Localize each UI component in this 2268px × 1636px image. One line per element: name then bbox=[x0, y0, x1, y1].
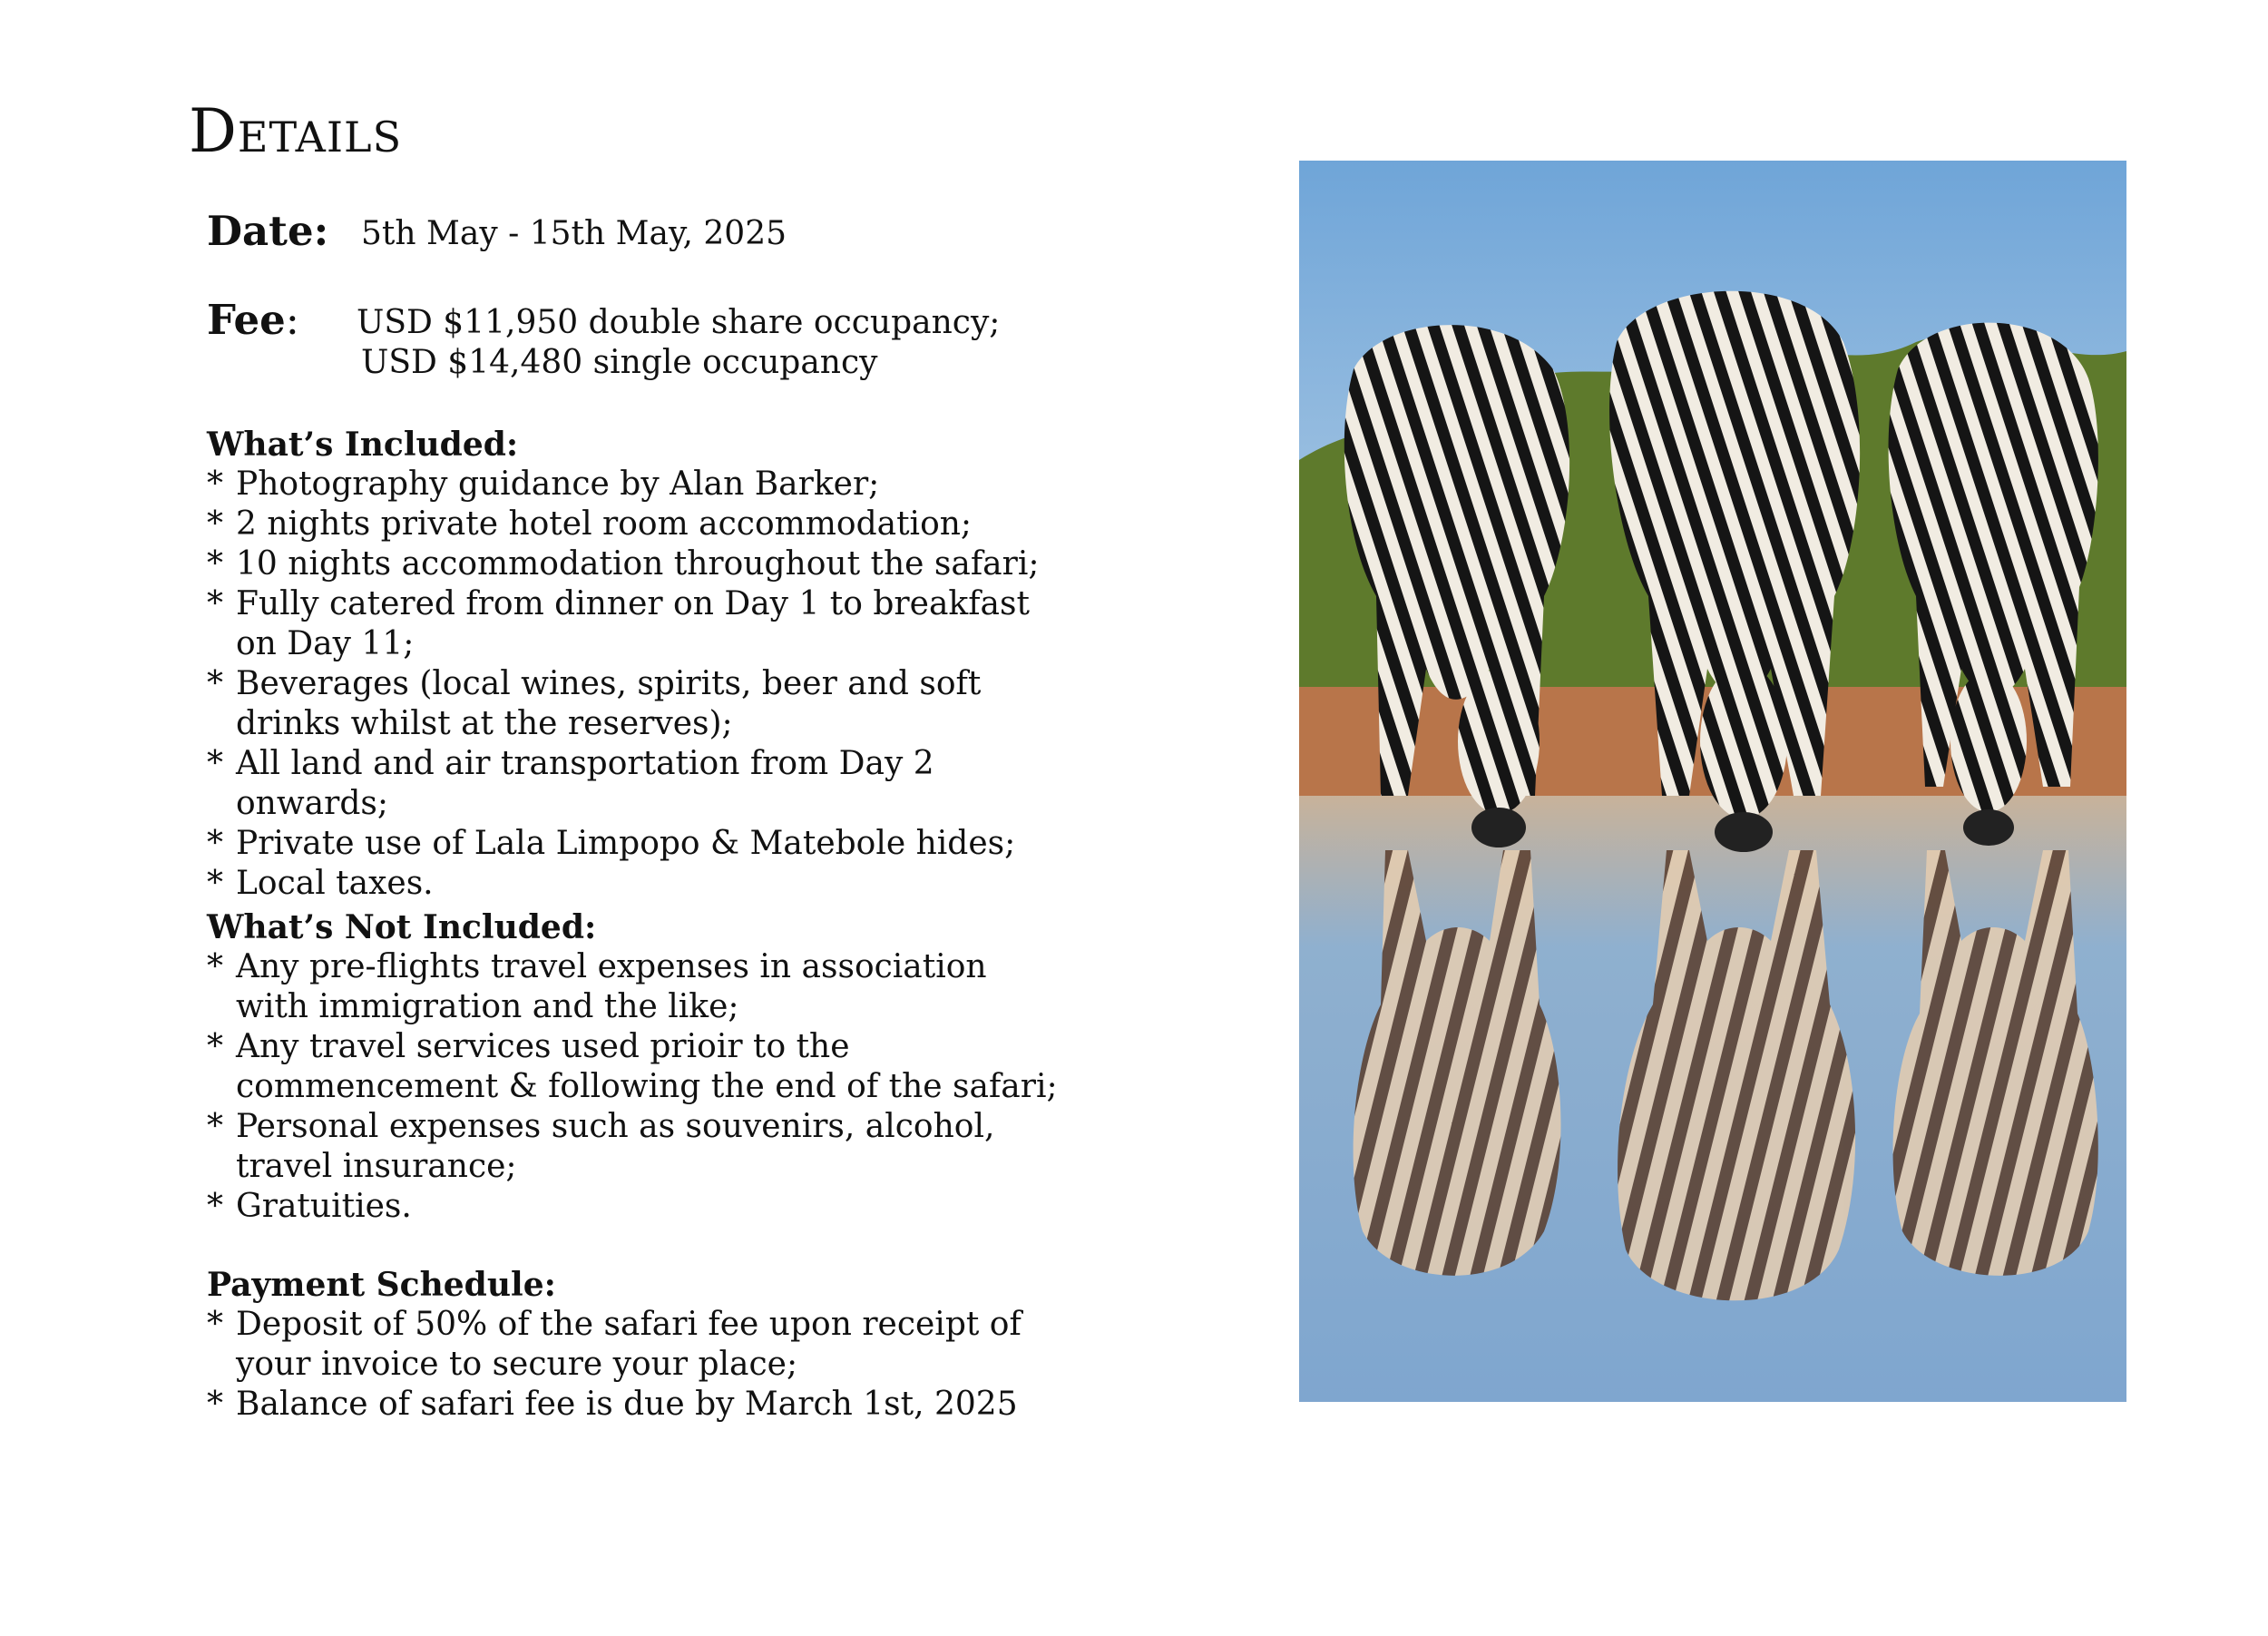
list-item-text: Local taxes. bbox=[236, 865, 434, 902]
bullet-asterisk: * bbox=[207, 825, 223, 862]
not-included-list bbox=[207, 947, 1069, 1227]
list-item bbox=[207, 1305, 1069, 1385]
bullet-asterisk: * bbox=[207, 585, 223, 622]
list-item-text: Deposit of 50% of the safari fee upon receipt of your invoice to secure your place; bbox=[236, 1306, 1022, 1383]
list-item bbox=[207, 824, 1069, 864]
list-item bbox=[207, 664, 1069, 744]
list-item bbox=[207, 1107, 1069, 1187]
list-item-text: Photography guidance by Alan Barker; bbox=[236, 465, 880, 503]
bullet-asterisk: * bbox=[207, 1306, 223, 1343]
list-item bbox=[207, 1187, 1069, 1227]
date-label: Date: bbox=[207, 207, 329, 255]
page-title: Details bbox=[189, 96, 403, 166]
list-item bbox=[207, 864, 1069, 904]
date-value: 5th May - 15th May, 2025 bbox=[361, 215, 787, 252]
list-item-text: Personal expenses such as souvenirs, alcohol, travel insurance; bbox=[236, 1108, 995, 1185]
list-item-text: Any travel services used prioir to the commencement & following the end of the safari; bbox=[236, 1028, 1058, 1105]
fee-label-text: Fee bbox=[207, 296, 286, 344]
payment-section bbox=[207, 1265, 1069, 1425]
payment-list bbox=[207, 1305, 1069, 1425]
payment-heading: Payment Schedule: bbox=[207, 1266, 556, 1304]
fee-label-colon: : bbox=[285, 296, 299, 344]
list-item-text: All land and air transportation from Day 2 onwards; bbox=[236, 745, 934, 822]
included-section bbox=[207, 425, 1069, 904]
list-item bbox=[207, 584, 1069, 664]
bullet-asterisk: * bbox=[207, 1108, 223, 1145]
zebra-photo-illustration bbox=[1299, 161, 2126, 1402]
list-item bbox=[207, 1027, 1069, 1107]
list-item-text: Fully catered from dinner on Day 1 to breakfast on Day 11; bbox=[236, 585, 1030, 662]
list-item bbox=[207, 947, 1069, 1027]
bullet-asterisk: * bbox=[207, 948, 223, 985]
bullet-asterisk: * bbox=[207, 1188, 223, 1225]
list-item-text: Any pre-flights travel expenses in association with immigration and the like; bbox=[236, 948, 987, 1025]
fee-line-double: USD $11,950 double share occupancy; bbox=[357, 304, 1001, 341]
bullet-asterisk: * bbox=[207, 465, 223, 503]
list-item bbox=[207, 1385, 1069, 1425]
list-item bbox=[207, 465, 1069, 505]
list-item-text: Beverages (local wines, spirits, beer and soft drinks whilst at the reserves); bbox=[236, 665, 982, 742]
bullet-asterisk: * bbox=[207, 665, 223, 702]
zebra-reflection-photo bbox=[1299, 161, 2126, 1402]
bullet-asterisk: * bbox=[207, 545, 223, 583]
list-item bbox=[207, 744, 1069, 824]
bullet-asterisk: * bbox=[207, 1028, 223, 1065]
bullet-asterisk: * bbox=[207, 745, 223, 782]
list-item bbox=[207, 544, 1069, 584]
fee-line-single: USD $14,480 single occupancy bbox=[361, 344, 878, 381]
not-included-section bbox=[207, 907, 1069, 1227]
not-included-heading: What’s Not Included: bbox=[207, 908, 597, 946]
bullet-asterisk: * bbox=[207, 1386, 223, 1423]
list-item bbox=[207, 505, 1069, 544]
bullet-asterisk: * bbox=[207, 865, 223, 902]
bullet-asterisk: * bbox=[207, 505, 223, 543]
list-item-text: Balance of safari fee is due by March 1st, 2025 bbox=[236, 1386, 1018, 1423]
fee-label bbox=[207, 296, 299, 344]
list-item-text: 2 nights private hotel room accommodation; bbox=[236, 505, 973, 543]
list-item-text: Gratuities. bbox=[236, 1188, 412, 1225]
list-item-text: Private use of Lala Limpopo & Matebole hides; bbox=[236, 825, 1016, 862]
list-item-text: 10 nights accommodation throughout the safari; bbox=[236, 545, 1040, 583]
included-heading: What’s Included: bbox=[207, 426, 519, 464]
included-list bbox=[207, 465, 1069, 904]
